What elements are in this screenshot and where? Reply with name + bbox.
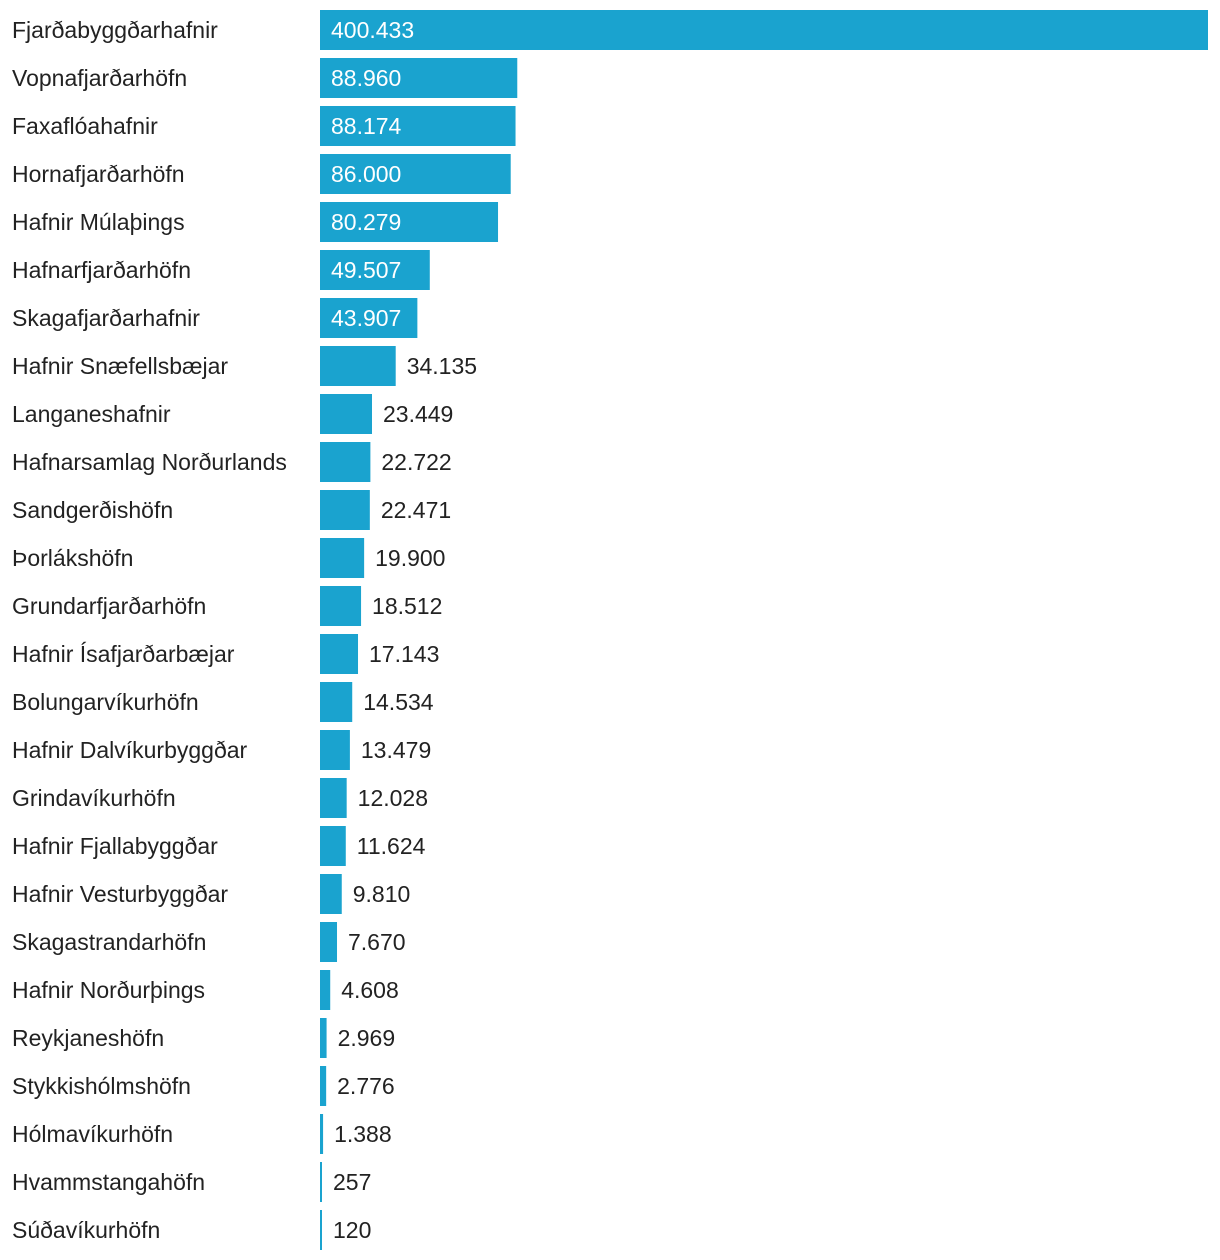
value-label: 17.143 [369,641,440,667]
category-label: Skagafjarðarhafnir [12,305,200,331]
bar-row [12,778,428,818]
bar [320,1114,323,1154]
category-label: Bolungarvíkurhöfn [12,689,199,715]
bar-row [12,586,442,626]
value-label: 23.449 [383,401,454,427]
value-label: 49.507 [331,257,402,283]
value-label: 12.028 [357,785,429,811]
bar-row [12,538,445,578]
category-label: Grindavíkurhöfn [12,785,176,811]
value-label: 9.810 [352,881,411,907]
category-label: Hvammstangahöfn [12,1169,206,1195]
category-label: Reykjaneshöfn [12,1025,165,1051]
value-label: 2.776 [337,1073,395,1099]
bar-row [12,1114,392,1154]
bar [320,1018,327,1058]
category-label: Grundarfjarðarhöfn [12,593,207,619]
category-label: Sandgerðishöfn [12,497,174,523]
bar [320,730,350,770]
bar-row [12,970,399,1010]
value-label: 88.174 [331,113,402,139]
bar-row [12,298,417,338]
bar-row [12,1210,371,1250]
category-label: Súðavíkurhöfn [12,1217,161,1243]
value-label: 11.624 [356,833,426,859]
bar [320,826,346,866]
category-label: Stykkishólmshöfn [12,1073,191,1099]
category-label: Skagastrandarhöfn [12,929,207,955]
bar-row [12,202,498,242]
bar-row [12,490,451,530]
category-label: Hafnir Dalvíkurbyggðar [12,737,248,763]
category-label: Hólmavíkurhöfn [12,1121,174,1147]
category-label: Hafnir Norðurþings [12,977,206,1003]
value-label: 120 [333,1217,372,1243]
bar-row [12,682,434,722]
category-label: Hafnir Fjallabyggðar [12,833,218,859]
bar-row [12,874,410,914]
bar [320,1210,322,1250]
bar-row [12,1018,395,1058]
value-label: 400.433 [331,17,415,43]
bar-row [12,154,511,194]
category-label: Fjarðabyggðarhafnir [12,17,218,43]
category-label: Faxaflóahafnir [12,113,158,139]
bar-row [12,106,516,146]
bar [320,874,342,914]
bar [320,1162,322,1202]
value-label: 14.534 [363,689,434,715]
bar-row [12,634,439,674]
bar [320,778,347,818]
value-label: 1.388 [334,1121,392,1147]
value-label: 19.900 [375,545,446,571]
value-label: 18.512 [372,593,443,619]
bar-row [12,1162,371,1202]
category-label: Hafnir Vesturbyggðar [12,881,229,907]
bar [320,490,370,530]
value-label: 43.907 [331,305,402,331]
bar [320,394,372,434]
bar [320,922,337,962]
bar-row [12,250,430,290]
category-label: Hafnir Snæfellsbæjar [12,353,229,379]
value-label: 88.960 [331,65,402,91]
bar [320,442,370,482]
bar-row [12,10,1208,50]
bar [320,346,396,386]
category-label: Hafnir Múlaþings [12,209,185,235]
bar [320,10,1208,50]
bar [320,586,361,626]
bar [320,1066,326,1106]
bar [320,682,352,722]
value-label: 257 [333,1169,372,1195]
category-label: Hafnir Ísafjarðarbæjar [12,641,235,667]
bar [320,538,364,578]
value-label: 4.608 [341,977,399,1003]
value-label: 2.969 [337,1025,396,1051]
value-label: 80.279 [331,209,402,235]
bar-row [12,346,477,386]
bar-row [12,442,452,482]
category-label: Langaneshafnir [12,401,171,427]
value-label: 22.722 [381,449,452,475]
value-label: 13.479 [360,737,432,763]
category-label: Þorlákshöfn [12,545,134,571]
bar-row [12,922,406,962]
value-label: 86.000 [331,161,402,187]
value-label: 7.670 [348,929,406,955]
category-label: Hafnarsamlag Norðurlands [12,449,287,475]
bar-row [12,826,426,866]
bar [320,970,330,1010]
category-label: Hafnarfjarðarhöfn [12,257,191,283]
bar-row [12,58,517,98]
bar-row [12,394,453,434]
value-label: 34.135 [406,353,478,379]
bar-row [12,1066,395,1106]
category-label: Hornafjarðarhöfn [12,161,185,187]
value-label: 22.471 [380,497,452,523]
bar-row [12,730,431,770]
bar [320,634,358,674]
category-label: Vopnafjarðarhöfn [12,65,188,91]
